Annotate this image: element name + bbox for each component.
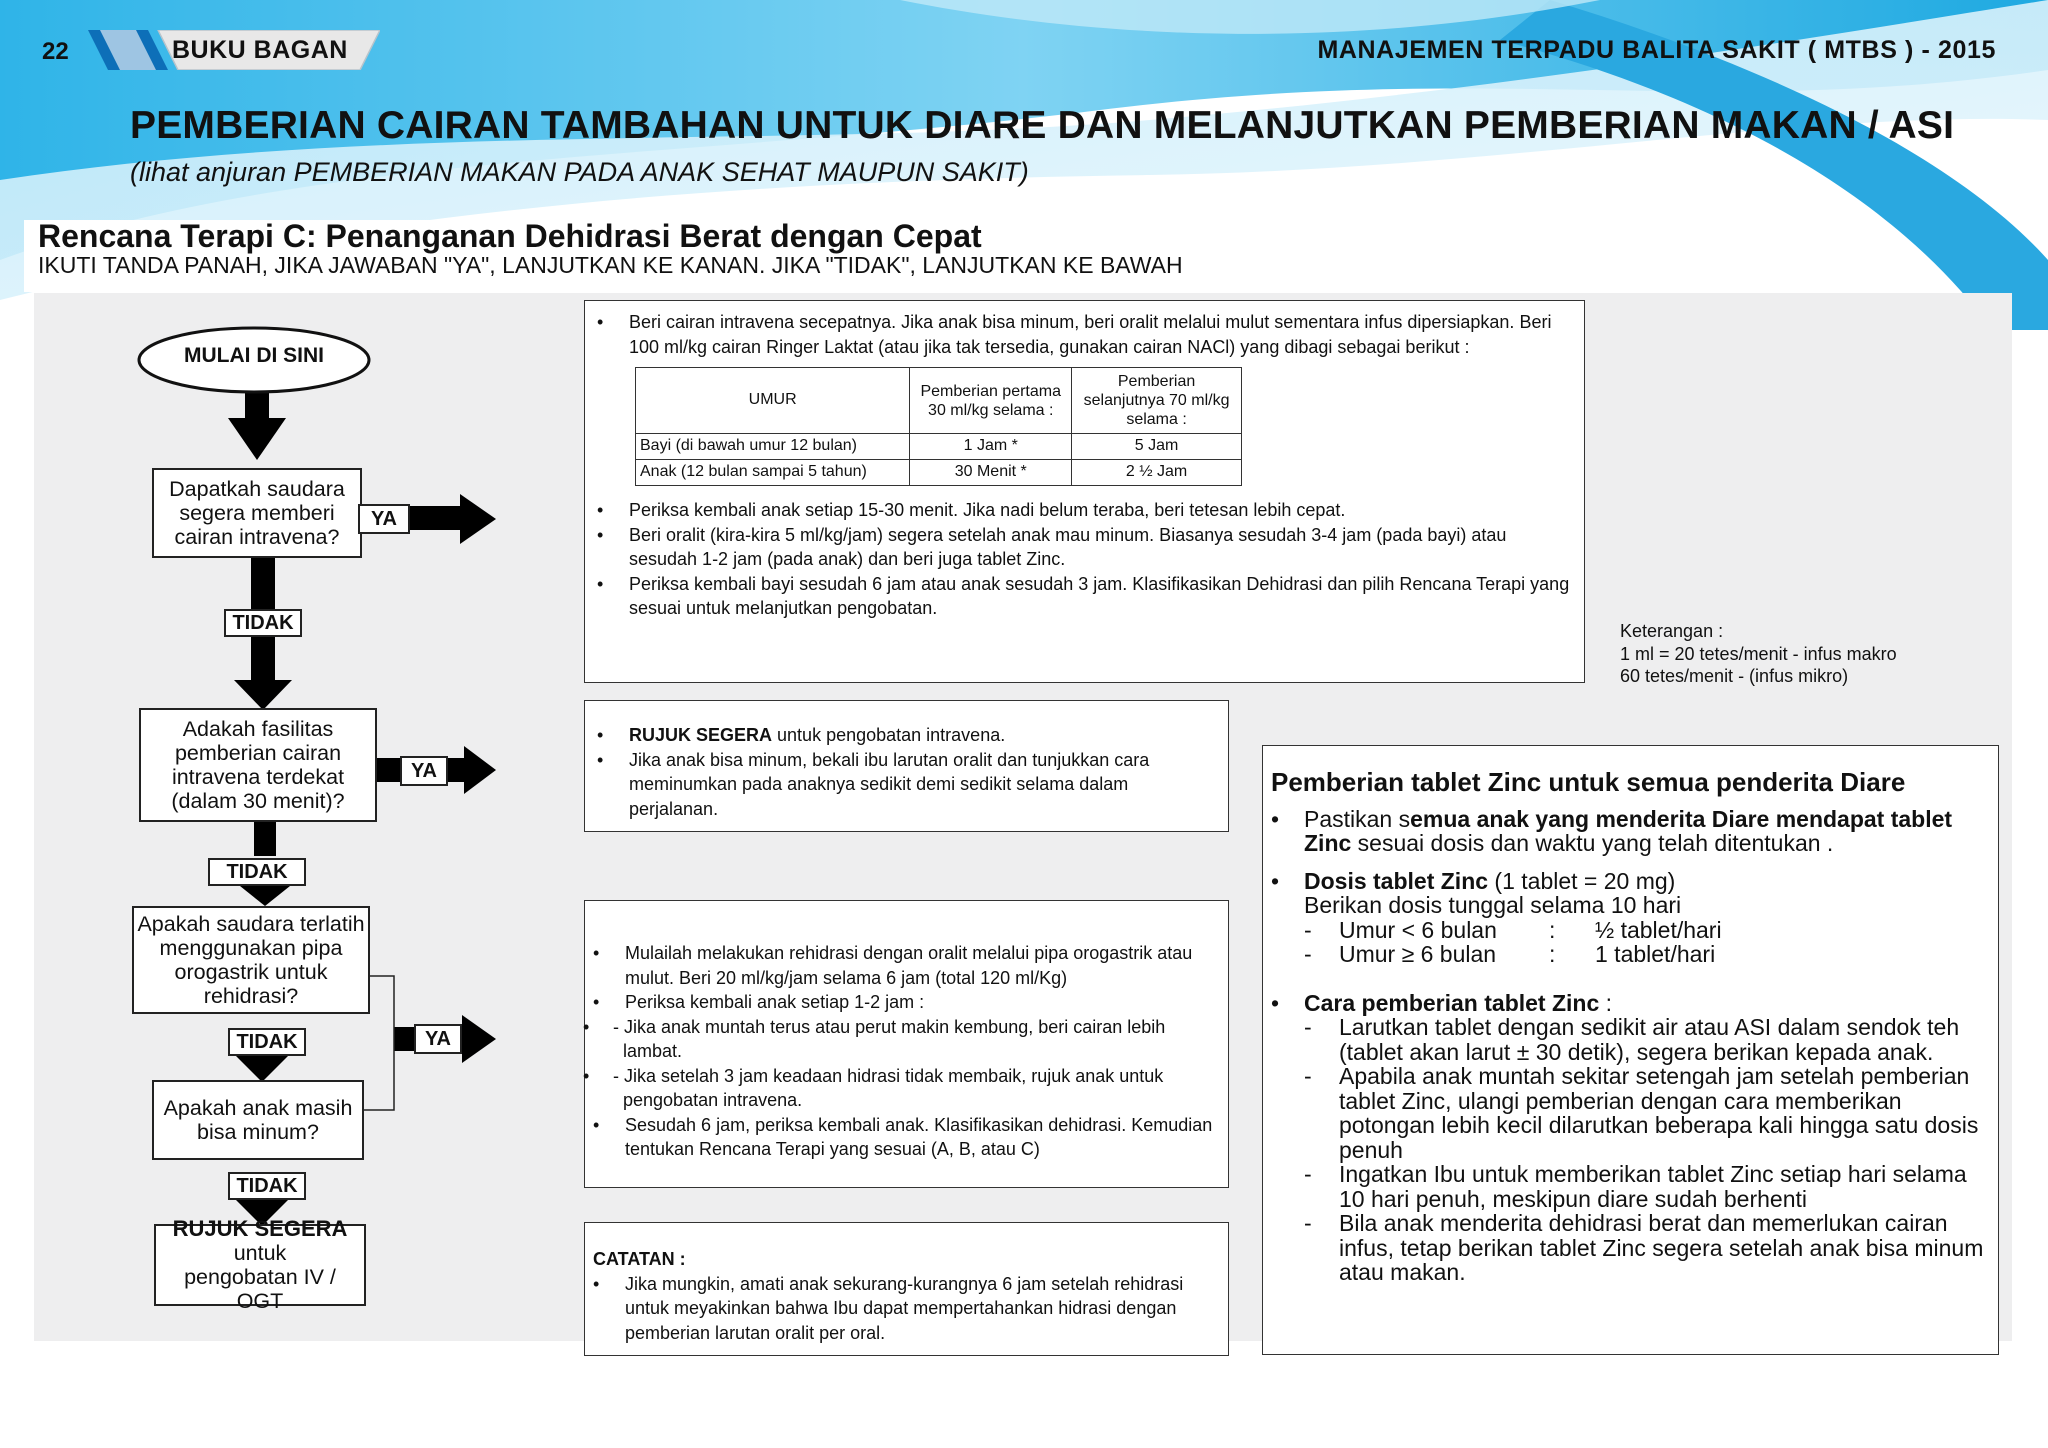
method-text: Larutkan tablet dengan sedikit air atau ASI dalam sendok teh (tablet akan larut ± 30 detik), segera berikan kepada anak. <box>1339 1014 1960 1065</box>
table-cell: 30 Menit * <box>910 460 1072 486</box>
page-title: PEMBERIAN CAIRAN TAMBAHAN UNTUK DIARE DAN MELANJUTKAN PEMBERIAN MAKAN / ASI <box>130 104 1955 147</box>
dose-title: Dosis tablet Zinc <box>1304 867 1489 894</box>
dose-age: Umur < 6 bulan <box>1339 916 1497 943</box>
method-text: Bila anak menderita dehidrasi berat dan memerlukan cairan infus, tetap berikan tablet Zinc segera setelah anak bisa minum atau makan. <box>1339 1210 1984 1285</box>
book-label: BUKU BAGAN <box>172 36 348 64</box>
dose-sep: : <box>1549 916 1556 943</box>
dash: - <box>1304 1161 1312 1187</box>
decision-iv-now: Dapatkah saudara segera memberi cairan intravena? <box>152 468 362 558</box>
note-line: 1 ml = 20 tetes/menit - infus makro <box>1620 643 1897 664</box>
dash: - <box>1304 941 1312 967</box>
dose-row <box>1304 918 1988 943</box>
table-cell: 1 Jam * <box>910 434 1072 460</box>
dose-sep: : <box>1549 941 1556 967</box>
zinc-title: Pemberian tablet Zinc untuk semua penderita Diare <box>1271 767 1906 797</box>
no-label: TIDAK <box>208 858 306 886</box>
yes-label: YA <box>400 756 448 786</box>
list-subitem <box>585 1015 1220 1064</box>
table-cell: 2 ½ Jam <box>1072 460 1242 486</box>
method-item <box>1304 1015 1988 1064</box>
iv-dose-table <box>635 367 1242 486</box>
table-header: UMUR <box>636 368 910 434</box>
zinc-text: Pastikan s <box>1304 805 1411 832</box>
note-line: 60 tetes/menit - (infus mikro) <box>1620 666 1849 686</box>
dash: - <box>1304 1210 1312 1236</box>
page-subtitle: (lihat anjuran PEMBERIAN MAKAN PADA ANAK SEHAT MAUPUN SAKIT) <box>130 157 1029 187</box>
dose-row <box>1304 942 1988 967</box>
decision-can-drink: Apakah anak masih bisa minum? <box>152 1080 364 1160</box>
dash: - <box>1304 916 1312 943</box>
method-title: Cara pemberian tablet Zinc <box>1304 989 1600 1016</box>
method-item <box>1304 1064 1988 1162</box>
list-item: • Periksa kembali anak setiap 15-30 menit. Jika nadi belum teraba, beri tetesan lebih cepat. <box>589 498 1572 523</box>
list-item: • Mulailah melakukan rehidrasi dengan oralit melalui pipa orogastrik atau mulut. Beri 20 ml/kg/jam selama 6 jam (total 120 ml/Kg) <box>585 941 1220 990</box>
table-row <box>636 460 1242 486</box>
table-header: Pemberian pertama 30 ml/kg selama : <box>910 368 1072 434</box>
method-item <box>1304 1211 1988 1285</box>
refer-text: untuk pengobatan IV / OGT <box>184 1241 336 1313</box>
plan-title: Rencana Terapi C: Penanganan Dehidrasi Berat dengan Cepat <box>38 218 982 254</box>
list-item: • Jika mungkin, amati anak sekurang-kurangnya 6 jam setelah rehidrasi untuk meyakinkan bahwa Ibu dapat mempertahankan hidrasi dengan pemberian larutan oralit per oral. <box>585 1272 1220 1346</box>
bullet: • <box>1271 867 1280 894</box>
table-cell: Bayi (di bawah umur 12 bulan) <box>636 434 910 460</box>
iv-intro: • Beri cairan intravena secepatnya. Jika anak bisa minum, beri oralit melalui mulut sementara infus dipersiapkan. Beri 100 ml/kg cairan Ringer Laktat (atau jika tak tersedia, gunakan cairan NACl) yang dibagi sebagai berikut : <box>589 310 1572 359</box>
method-colon: : <box>1599 989 1613 1016</box>
dose-line: Berikan dosis tunggal selama 10 hari <box>1304 892 1682 918</box>
table-cell: 5 Jam <box>1072 434 1242 460</box>
drip-rate-note <box>1620 620 1897 688</box>
page-number: 22 <box>42 38 69 65</box>
orogastric-box <box>584 900 1229 1188</box>
table-row <box>636 434 1242 460</box>
yes-label: YA <box>358 504 410 534</box>
note-title: Keterangan : <box>1620 621 1724 641</box>
iv-fluids-box <box>584 300 1585 683</box>
dose-age: Umur ≥ 6 bulan <box>1339 941 1497 967</box>
list-item: • Periksa kembali anak setiap 1-2 jam : <box>585 990 1220 1015</box>
dose-amount: ½ tablet/hari <box>1595 916 1722 943</box>
no-label: TIDAK <box>224 609 302 637</box>
table-header: Pemberian selanjutnya 70 ml/kg selama : <box>1072 368 1242 434</box>
method-text: Ingatkan Ibu untuk memberikan tablet Zinc setiap hari selama 10 hari penuh, meskipun diare sudah berhenti <box>1339 1161 1967 1212</box>
dose-note: (1 tablet = 20 mg) <box>1488 867 1676 894</box>
decision-iv-facility: Adakah fasilitas pemberian cairan intravena terdekat (dalam 30 menit)? <box>139 708 377 822</box>
start-label: MULAI DI SINI <box>184 344 324 367</box>
refer-title: RUJUK SEGERA <box>172 1216 348 1241</box>
zinc-point <box>1271 807 1988 856</box>
plan-instruction: IKUTI TANDA PANAH, JIKA JAWABAN "YA", LANJUTKAN KE KANAN. JIKA "TIDAK", LANJUTKAN KE BAWAH <box>38 252 1183 278</box>
zinc-text: sesuai dosis dan waktu yang telah ditentukan . <box>1351 830 1834 856</box>
list-item <box>589 723 1216 748</box>
list-item: • Jika anak bisa minum, bekali ibu larutan oralit dan tunjukkan cara meminumkan pada anaknya sedikit demi sedikit selama dalam perjalanan. <box>589 748 1216 822</box>
list-item: • Beri oralit (kira-kira 5 ml/kg/jam) segera setelah anak mau minum. Biasanya sesudah 3-4 jam (pada bayi) atau sesudah 1-2 jam (pada anak) dan beri juga tablet Zinc. <box>589 523 1572 572</box>
refer-text: untuk pengobatan intravena. <box>772 725 1006 745</box>
subitem-text: • - Jika setelah 3 jam keadaan hidrasi tidak membaik, rujuk anak untuk pengobatan intravena. <box>613 1065 1164 1110</box>
list-subitem <box>585 1064 1220 1113</box>
dose-amount: 1 tablet/hari <box>1595 941 1716 967</box>
subitem-text: • - Jika anak muntah terus atau perut makin kembung, beri cairan lebih lambat. <box>613 1016 1166 1061</box>
list-item: • Periksa kembali bayi sesudah 6 jam atau anak sesudah 3 jam. Klasifikasikan Dehidrasi dan pilih Rencana Terapi yang sesuai untuk melanjutkan pengobatan. <box>589 572 1572 621</box>
list-item: • Sesudah 6 jam, periksa kembali anak. Klasifikasikan dehidrasi. Kemudian tentukan Rencana Terapi yang sesuai (A, B, atau C) <box>585 1113 1220 1162</box>
dash: - <box>1304 1063 1312 1089</box>
method-text: Apabila anak muntah sekitar setengah jam setelah pemberian tablet Zinc, ulangi pemberian dengan cara memberikan potongan lebih kecil dilarutkan beberapa kali hingga satu dosis penuh <box>1339 1063 1979 1163</box>
no-label: TIDAK <box>228 1028 306 1056</box>
zinc-text-bold: emua anak yang menderita Diare mendapat tablet Zinc <box>1304 805 1953 856</box>
bullet: • <box>1271 805 1280 832</box>
zinc-box <box>1262 745 1999 1355</box>
no-label: TIDAK <box>228 1172 306 1200</box>
refer-bold: RUJUK SEGERA <box>629 725 773 745</box>
catatan-box <box>584 1222 1229 1356</box>
table-cell: Anak (12 bulan sampai 5 tahun) <box>636 460 910 486</box>
refer-box <box>584 700 1229 832</box>
zinc-dose <box>1271 869 1988 967</box>
catatan-title: CATATAN : <box>593 1249 686 1269</box>
dash: - <box>1304 1014 1312 1040</box>
method-item <box>1304 1162 1988 1211</box>
decision-orogastric: Apakah saudara terlatih menggunakan pipa orogastrik untuk rehidrasi? <box>132 906 370 1014</box>
bullet: • <box>1271 989 1280 1016</box>
yes-label: YA <box>414 1024 462 1054</box>
refer-iv-ogt-box <box>154 1216 366 1313</box>
zinc-method <box>1271 991 1988 1285</box>
publication-title: MANAJEMEN TERPADU BALITA SAKIT ( MTBS ) - 2015 <box>1317 36 1996 64</box>
